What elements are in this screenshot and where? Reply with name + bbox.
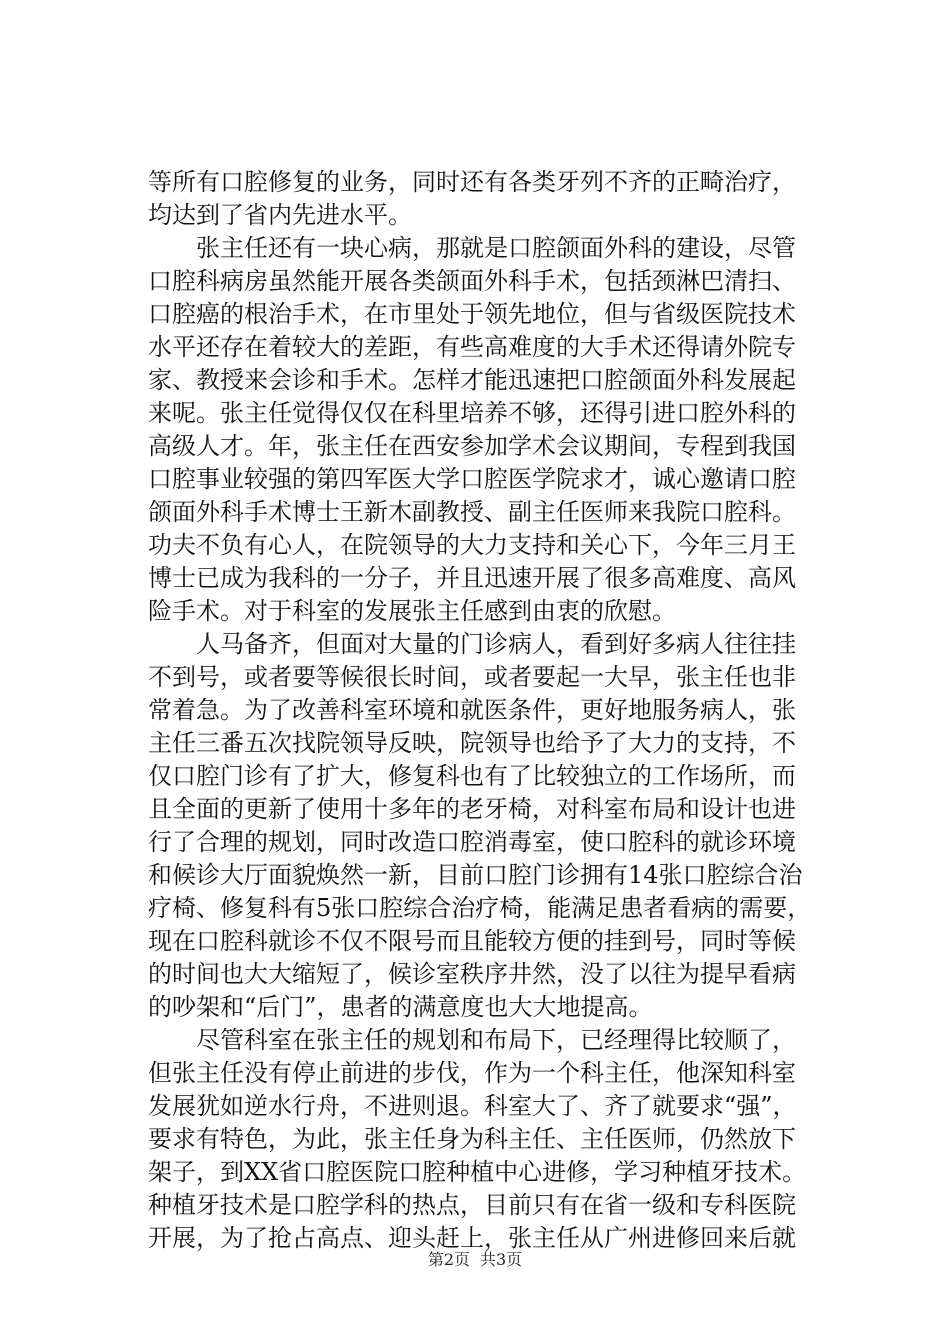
text-line: 的吵架和“后门”，患者的满意度也大大地提高。: [148, 993, 653, 1021]
paragraph-start-line: 人马备齐，但面对大量的门诊病人，看到好多病人往往挂: [196, 630, 796, 658]
text-line: 现在口腔科就诊不仅不限号而且能较方便的挂到号，同时等候: [148, 927, 796, 955]
text-line: 但张主任没有停止前进的步伐，作为一个科主任，他深知科室: [148, 1059, 796, 1087]
text-line: 口腔癌的根治手术，在市里处于领先地位，但与省级医院技术: [148, 300, 796, 328]
text-line: 要求有特色，为此，张主任身为科主任、主任医师，仍然放下: [148, 1125, 796, 1153]
text-line: 和候诊大厅面貌焕然一新，目前口腔门诊拥有14张口腔综合治: [148, 861, 803, 889]
text-line: 主任三番五次找院领导反映，院领导也给予了大力的支持，不: [148, 729, 796, 757]
text-line: 且全面的更新了使用十多年的老牙椅，对科室布局和设计也进: [148, 795, 796, 823]
text-line: 行了合理的规划，同时改造口腔消毒室，使口腔科的就诊环境: [148, 828, 796, 856]
text-line: 开展，为了抢占高点、迎头赶上，张主任从广州进修回来后就: [148, 1224, 796, 1252]
text-line: 险手术。对于科室的发展张主任感到由衷的欣慰。: [148, 597, 676, 625]
text-line: 口腔事业较强的第四军医大学口腔医学院求才，诚心邀请口腔: [148, 465, 796, 493]
text-line: 架子，到XX省口腔医院口腔种植中心进修，学习种植牙技术。: [148, 1158, 807, 1186]
text-line: 种植牙技术是口腔学科的热点，目前只有在省一级和专科医院: [148, 1191, 796, 1219]
text-line: 发展犹如逆水行舟，不进则退。科室大了、齐了就要求“强”，: [148, 1092, 797, 1120]
page-footer: [0, 1250, 950, 1270]
text-line: 口腔科病房虽然能开展各类颌面外科手术，包括颈淋巴清扫、: [148, 267, 796, 295]
text-line: 颌面外科手术博士王新木副教授、副主任医师来我院口腔科。: [148, 498, 796, 526]
text-line: 的时间也大大缩短了，候诊室秩序井然，没了以往为提早看病: [148, 960, 796, 988]
paragraph-start-line: 张主任还有一块心病，那就是口腔颌面外科的建设，尽管: [196, 234, 796, 262]
page-number: 第2页: [427, 1250, 470, 1269]
text-line: 水平还存在着较大的差距，有些高难度的大手术还得请外院专: [148, 333, 796, 361]
text-line: 仅口腔门诊有了扩大，修复科也有了比较独立的工作场所，而: [148, 762, 796, 790]
text-line: 功夫不负有心人，在院领导的大力支持和关心下，今年三月王: [148, 531, 796, 559]
text-line: 均达到了省内先进水平。: [148, 201, 412, 229]
text-line: 等所有口腔修复的业务，同时还有各类牙列不齐的正畸治疗，: [148, 168, 796, 196]
text-line: 博士已成为我科的一分子，并且迅速开展了很多高难度、高风: [148, 564, 796, 592]
text-line: 家、教授来会诊和手术。怎样才能迅速把口腔颌面外科发展起: [148, 366, 796, 394]
paragraph-start-line: 尽管科室在张主任的规划和布局下，已经理得比较顺了，: [196, 1026, 796, 1054]
text-line: 来呢。张主任觉得仅仅在科里培养不够，还得引进口腔外科的: [148, 399, 796, 427]
text-line: 不到号，或者要等候很长时间，或者要起一大早，张主任也非: [148, 663, 796, 691]
text-line: 常着急。为了改善科室环境和就医条件，更好地服务病人，张: [148, 696, 796, 724]
text-line: 高级人才。年，张主任在西安参加学术会议期间，专程到我国: [148, 432, 796, 460]
document-body: [148, 166, 868, 1255]
page-total: 共3页: [480, 1250, 523, 1269]
text-line: 疗椅、修复科有5张口腔综合治疗椅，能满足患者看病的需要，: [148, 894, 812, 922]
